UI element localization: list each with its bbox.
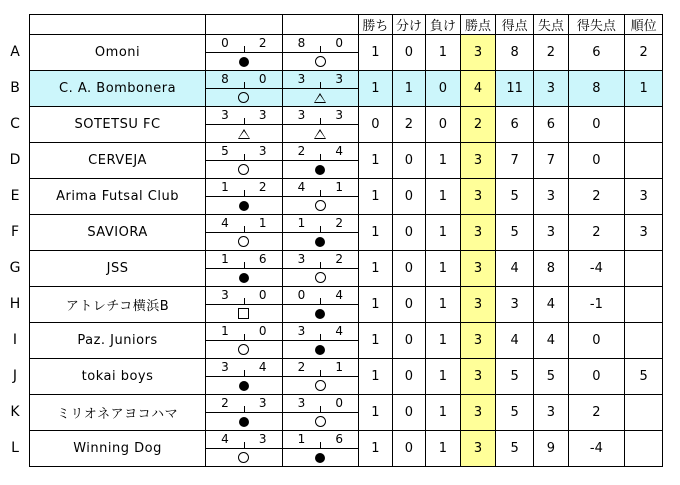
match-result-2 [282,251,359,287]
match-score [283,395,359,413]
losses-cell: 1 [426,215,461,251]
header-match-1 [206,15,283,35]
match-score [283,143,359,161]
draws-cell: 0 [392,215,426,251]
table-row [30,395,663,431]
wins-cell: 1 [359,179,393,215]
score-away: 6 [335,432,343,446]
goals-for-cell: 4 [496,251,534,287]
rank-cell: 3 [625,179,663,215]
table-row [30,71,663,107]
match-result-2 [282,431,359,467]
match-result-2 [282,395,359,431]
score-home: 2 [297,144,306,158]
draws-cell: 0 [392,395,426,431]
result-loss-icon [238,344,249,355]
goals-against-cell: 3 [534,71,569,107]
score-home: 1 [297,216,306,230]
match-score [206,395,282,413]
result-loss-icon [315,200,326,211]
team-name: アトレチコ横浜B [30,287,206,323]
points-cell: 3 [460,215,496,251]
points-cell: 3 [460,359,496,395]
score-home: 0 [297,288,306,302]
rank-cell [625,143,663,179]
match-result-2 [282,359,359,395]
points-cell: 2 [460,107,496,143]
header-goals-against: 失点 [534,15,569,35]
match-result-1 [206,143,283,179]
match-score [283,179,359,197]
match-score [283,71,359,89]
points-cell: 3 [460,431,496,467]
match-score [283,215,359,233]
rank-cell [625,323,663,359]
header-goals-for: 得点 [496,15,534,35]
match-score [206,323,282,341]
header-match-2 [282,15,359,35]
score-home: 5 [221,144,229,158]
wins-cell: 1 [359,35,393,71]
score-away: 1 [335,180,343,194]
group-letter: K [10,404,20,420]
match-result-1 [206,431,283,467]
draws-cell: 0 [392,251,426,287]
match-result-1 [206,287,283,323]
table-row [30,179,663,215]
table-row [30,431,663,467]
goals-against-cell: 5 [534,359,569,395]
score-away: 6 [258,252,267,266]
match-score [283,251,359,269]
group-letter: L [11,440,19,456]
match-result-1 [206,395,283,431]
points-cell: 3 [460,35,496,71]
wins-cell: 1 [359,71,393,107]
score-away: 3 [258,432,267,446]
goals-for-cell: 8 [496,35,534,71]
draws-cell: 0 [392,143,426,179]
header-points: 勝点 [460,15,496,35]
standings-table [29,14,663,467]
score-away: 2 [335,216,343,230]
score-home: 3 [297,72,306,86]
goals-against-cell: 4 [534,323,569,359]
match-result-1 [206,107,283,143]
result-loss-icon [238,452,249,463]
score-away: 2 [258,36,267,50]
table-row [30,107,663,143]
match-score [206,215,282,233]
team-name: CERVEJA [30,143,206,179]
team-name: tokai boys [30,359,206,395]
rank-cell [625,107,663,143]
goal-difference-cell: 2 [568,395,625,431]
team-name: SOTETSU FC [30,107,206,143]
draws-cell: 1 [392,71,426,107]
draws-cell: 0 [392,431,426,467]
match-score [206,107,282,125]
group-letter: I [12,332,18,348]
score-home: 2 [221,396,229,410]
score-home: 3 [297,396,306,410]
losses-cell: 1 [426,143,461,179]
draws-cell: 0 [392,323,426,359]
score-home: 3 [221,288,229,302]
wins-cell: 1 [359,143,393,179]
losses-cell: 1 [426,287,461,323]
score-away: 3 [258,108,267,122]
result-win-icon [315,309,325,319]
result-win-icon [239,417,249,427]
header-rank: 順位 [625,15,663,35]
draws-cell: 0 [392,287,426,323]
match-score [206,251,282,269]
group-letter: G [9,260,21,276]
match-score [283,431,359,449]
match-result-1 [206,71,283,107]
score-away: 0 [258,288,267,302]
goals-for-cell: 5 [496,395,534,431]
match-score [206,179,282,197]
wins-cell: 1 [359,323,393,359]
group-letter: D [9,152,21,168]
team-name: Winning Dog [30,431,206,467]
losses-cell: 1 [426,431,461,467]
match-result-1 [206,323,283,359]
draws-cell: 0 [392,359,426,395]
goal-difference-cell: -1 [568,287,625,323]
score-home: 1 [221,252,229,266]
group-letter: F [10,224,20,240]
match-result-2 [282,35,359,71]
table-row [30,35,663,71]
match-score [206,35,282,53]
wins-cell: 1 [359,215,393,251]
table-row [30,143,663,179]
score-home: 3 [297,108,306,122]
score-away: 4 [335,144,343,158]
score-away: 1 [335,360,343,374]
header-draws: 分け [392,15,426,35]
score-home: 4 [221,432,229,446]
losses-cell: 1 [426,251,461,287]
losses-cell: 1 [426,323,461,359]
score-home: 8 [297,36,306,50]
group-letter: B [10,80,20,96]
score-away: 1 [258,216,267,230]
score-away: 3 [335,108,343,122]
team-name: Arima Futsal Club [30,179,206,215]
goal-difference-cell: 0 [568,107,625,143]
losses-cell: 0 [426,107,461,143]
wins-cell: 1 [359,251,393,287]
points-cell: 4 [460,71,496,107]
match-score [283,287,359,305]
result-forfeit-icon [238,308,249,319]
match-score [283,107,359,125]
header-goal-difference: 得失点 [568,15,625,35]
group-letter: J [12,368,18,384]
score-away: 4 [335,288,343,302]
goal-difference-cell: 0 [568,323,625,359]
result-loss-icon [238,92,249,103]
table-row [30,215,663,251]
score-away: 3 [258,396,267,410]
result-win-icon [315,453,325,463]
result-loss-icon [238,236,249,247]
goals-against-cell: 8 [534,251,569,287]
match-result-1 [206,359,283,395]
match-score [206,71,282,89]
score-home: 4 [221,216,229,230]
result-draw-icon [314,93,326,103]
goal-difference-cell: 2 [568,179,625,215]
group-letter: H [9,296,21,312]
goal-difference-cell: 8 [568,71,625,107]
match-result-2 [282,179,359,215]
rank-cell [625,287,663,323]
goals-against-cell: 3 [534,179,569,215]
match-score [206,143,282,161]
match-result-1 [206,215,283,251]
draws-cell: 0 [392,35,426,71]
wins-cell: 1 [359,431,393,467]
match-result-2 [282,71,359,107]
points-cell: 3 [460,287,496,323]
wins-cell: 1 [359,287,393,323]
losses-cell: 1 [426,359,461,395]
rank-cell [625,431,663,467]
points-cell: 3 [460,143,496,179]
score-away: 0 [258,72,267,86]
match-score [283,359,359,377]
goals-for-cell: 11 [496,71,534,107]
goals-for-cell: 5 [496,359,534,395]
wins-cell: 0 [359,107,393,143]
table-row [30,359,663,395]
draws-cell: 2 [392,107,426,143]
goals-for-cell: 3 [496,287,534,323]
score-home: 2 [297,360,306,374]
goal-difference-cell: 2 [568,215,625,251]
header-losses: 負け [426,15,461,35]
points-cell: 3 [460,251,496,287]
losses-cell: 0 [426,71,461,107]
points-cell: 3 [460,179,496,215]
draws-cell: 0 [392,179,426,215]
score-home: 1 [297,432,306,446]
match-result-2 [282,143,359,179]
score-away: 3 [335,72,343,86]
rank-cell: 3 [625,215,663,251]
score-home: 3 [297,324,306,338]
header-row [30,15,663,35]
goals-for-cell: 5 [496,179,534,215]
goals-for-cell: 6 [496,107,534,143]
losses-cell: 1 [426,179,461,215]
header-team [30,15,206,35]
goal-difference-cell: 6 [568,35,625,71]
result-loss-icon [315,416,326,427]
match-score [283,323,359,341]
result-win-icon [315,165,325,175]
team-name: JSS [30,251,206,287]
result-loss-icon [315,56,326,67]
match-result-2 [282,107,359,143]
result-draw-icon [238,129,250,139]
goals-for-cell: 5 [496,431,534,467]
score-away: 2 [258,180,267,194]
rank-cell [625,251,663,287]
losses-cell: 1 [426,395,461,431]
match-result-2 [282,215,359,251]
points-cell: 3 [460,395,496,431]
result-win-icon [239,273,249,283]
goals-for-cell: 4 [496,323,534,359]
score-away: 0 [335,396,343,410]
score-away: 4 [258,360,267,374]
score-home: 3 [221,108,229,122]
match-result-2 [282,287,359,323]
score-away: 4 [335,324,343,338]
score-away: 2 [335,252,343,266]
goals-for-cell: 5 [496,215,534,251]
match-score [206,287,282,305]
points-cell: 3 [460,323,496,359]
result-win-icon [239,201,249,211]
score-away: 0 [335,36,343,50]
goals-against-cell: 9 [534,431,569,467]
match-score [206,431,282,449]
score-home: 3 [297,252,306,266]
score-away: 3 [258,144,267,158]
goals-against-cell: 6 [534,107,569,143]
table-row [30,323,663,359]
group-letter: C [10,116,20,132]
match-score [206,359,282,377]
score-home: 8 [221,72,229,86]
goals-against-cell: 3 [534,395,569,431]
goals-against-cell: 2 [534,35,569,71]
group-letter: A [10,44,20,60]
goals-for-cell: 7 [496,143,534,179]
rank-cell: 2 [625,35,663,71]
team-name: C. A. Bombonera [30,71,206,107]
result-loss-icon [315,380,326,391]
result-loss-icon [238,164,249,175]
score-home: 1 [221,180,229,194]
header-wins: 勝ち [359,15,393,35]
goal-difference-cell: 0 [568,143,625,179]
team-name: Omoni [30,35,206,71]
score-home: 1 [221,324,229,338]
rank-cell: 5 [625,359,663,395]
group-letter: E [10,188,20,204]
wins-cell: 1 [359,395,393,431]
score-home: 4 [297,180,306,194]
table-row [30,251,663,287]
match-result-1 [206,35,283,71]
rank-cell: 1 [625,71,663,107]
result-win-icon [315,345,325,355]
result-loss-icon [315,272,326,283]
match-result-2 [282,323,359,359]
goal-difference-cell: -4 [568,251,625,287]
result-win-icon [239,57,249,67]
team-name: Paz. Juniors [30,323,206,359]
score-home: 3 [221,360,229,374]
match-score [283,35,359,53]
wins-cell: 1 [359,359,393,395]
goal-difference-cell: 0 [568,359,625,395]
losses-cell: 1 [426,35,461,71]
match-result-1 [206,179,283,215]
table-row [30,287,663,323]
rank-cell [625,395,663,431]
result-win-icon [239,381,249,391]
team-name: ミリオネアヨコハマ [30,395,206,431]
score-home: 0 [221,36,229,50]
goals-against-cell: 7 [534,143,569,179]
score-away: 0 [258,324,267,338]
team-name: SAVIORA [30,215,206,251]
goal-difference-cell: -4 [568,431,625,467]
match-result-1 [206,251,283,287]
goals-against-cell: 4 [534,287,569,323]
result-draw-icon [314,129,326,139]
result-win-icon [315,237,325,247]
goals-against-cell: 3 [534,215,569,251]
